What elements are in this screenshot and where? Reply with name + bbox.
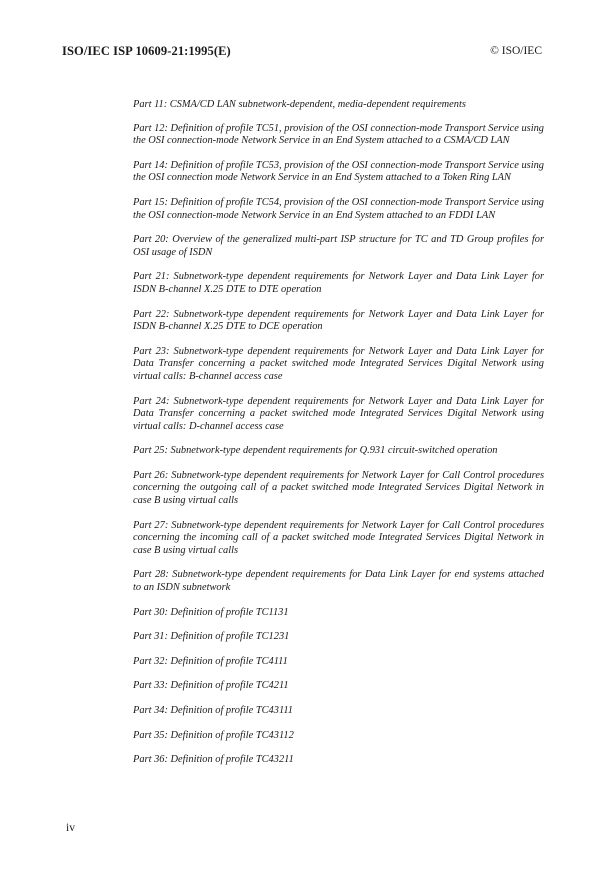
part-28-entry: Part 28: Subnetwork-type dependent requirements for Data Link Layer for end systems attached to an ISDN subnetwork	[133, 569, 544, 594]
part-26-entry: Part 26: Subnetwork-type dependent requirements for Network Layer for Call Control procedures concerning the outgoing call of a packet switched mode Integrated Services Digital Network in case B using virtual calls	[133, 469, 544, 507]
part-25-entry: Part 25: Subnetwork-type dependent requirements for Q.931 circuit-switched operation	[133, 445, 498, 457]
part-15-entry: Part 15: Definition of profile TC54, provision of the OSI connection-mode Transport Service using the OSI connection-mode Network Service in an End System attached to an FDDI LAN	[133, 196, 544, 221]
part-14-entry: Part 14: Definition of profile TC53, provision of the OSI connection-mode Transport Service using the OSI connection mode Network Service in an End System attached to a Token Ring LAN	[133, 159, 544, 184]
part-31-entry: Part 31: Definition of profile TC1231	[133, 631, 290, 643]
part-30-entry: Part 30: Definition of profile TC1131	[133, 606, 289, 618]
part-32-entry: Part 32: Definition of profile TC4111	[133, 655, 288, 667]
part-36-entry: Part 36: Definition of profile TC43211	[133, 754, 294, 766]
part-24-entry: Part 24: Subnetwork-type dependent requirements for Network Layer and Data Link Layer for Data Transfer concerning a packet switched mode Integrated Services Digital Network using virtual calls: D-channel access case	[133, 395, 544, 432]
part-23-entry: Part 23: Subnetwork-type dependent requirements for Network Layer and Data Link Layer for Data Transfer concerning a packet switched mode Integrated Services Digital Network using virtual calls: B-channel access case	[133, 345, 544, 382]
copyright-notice: © ISO/IEC	[490, 45, 542, 57]
page-number: iv	[66, 822, 75, 834]
document-id: ISO/IEC ISP 10609-21:1995(E)	[62, 44, 231, 58]
part-22-entry: Part 22: Subnetwork-type dependent requirements for Network Layer and Data Link Layer for ISDN B-channel X.25 DTE to DCE operation	[133, 308, 544, 333]
part-35-entry: Part 35: Definition of profile TC43112	[133, 729, 294, 741]
part-34-entry: Part 34: Definition of profile TC43111	[133, 705, 293, 716]
parts-list	[133, 99, 544, 767]
part-20-entry: Part 20: Overview of the generalized multi-part ISP structure for TC and TD Group profiles for OSI usage of ISDN	[133, 234, 544, 258]
part-27-entry: Part 27: Subnetwork-type dependent requirements for Network Layer for Call Control procedures concerning the incoming call of a packet switched mode Integrated Services Digital Network in case B using virtual calls	[133, 519, 544, 556]
part-21-entry: Part 21: Subnetwork-type dependent requirements for Network Layer and Data Link Layer for ISDN B-channel X.25 DTE to DTE operation	[133, 271, 544, 295]
part-33-entry: Part 33: Definition of profile TC4211	[133, 680, 289, 692]
part-11-entry: Part 11: CSMA/CD LAN subnetwork-dependent, media-dependent requirements	[133, 99, 466, 110]
part-12-entry: Part 12: Definition of profile TC51, provision of the OSI connection-mode Transport Service using the OSI connection-mode Network Service in an End System attached to a CSMA/CD LAN	[133, 122, 544, 147]
